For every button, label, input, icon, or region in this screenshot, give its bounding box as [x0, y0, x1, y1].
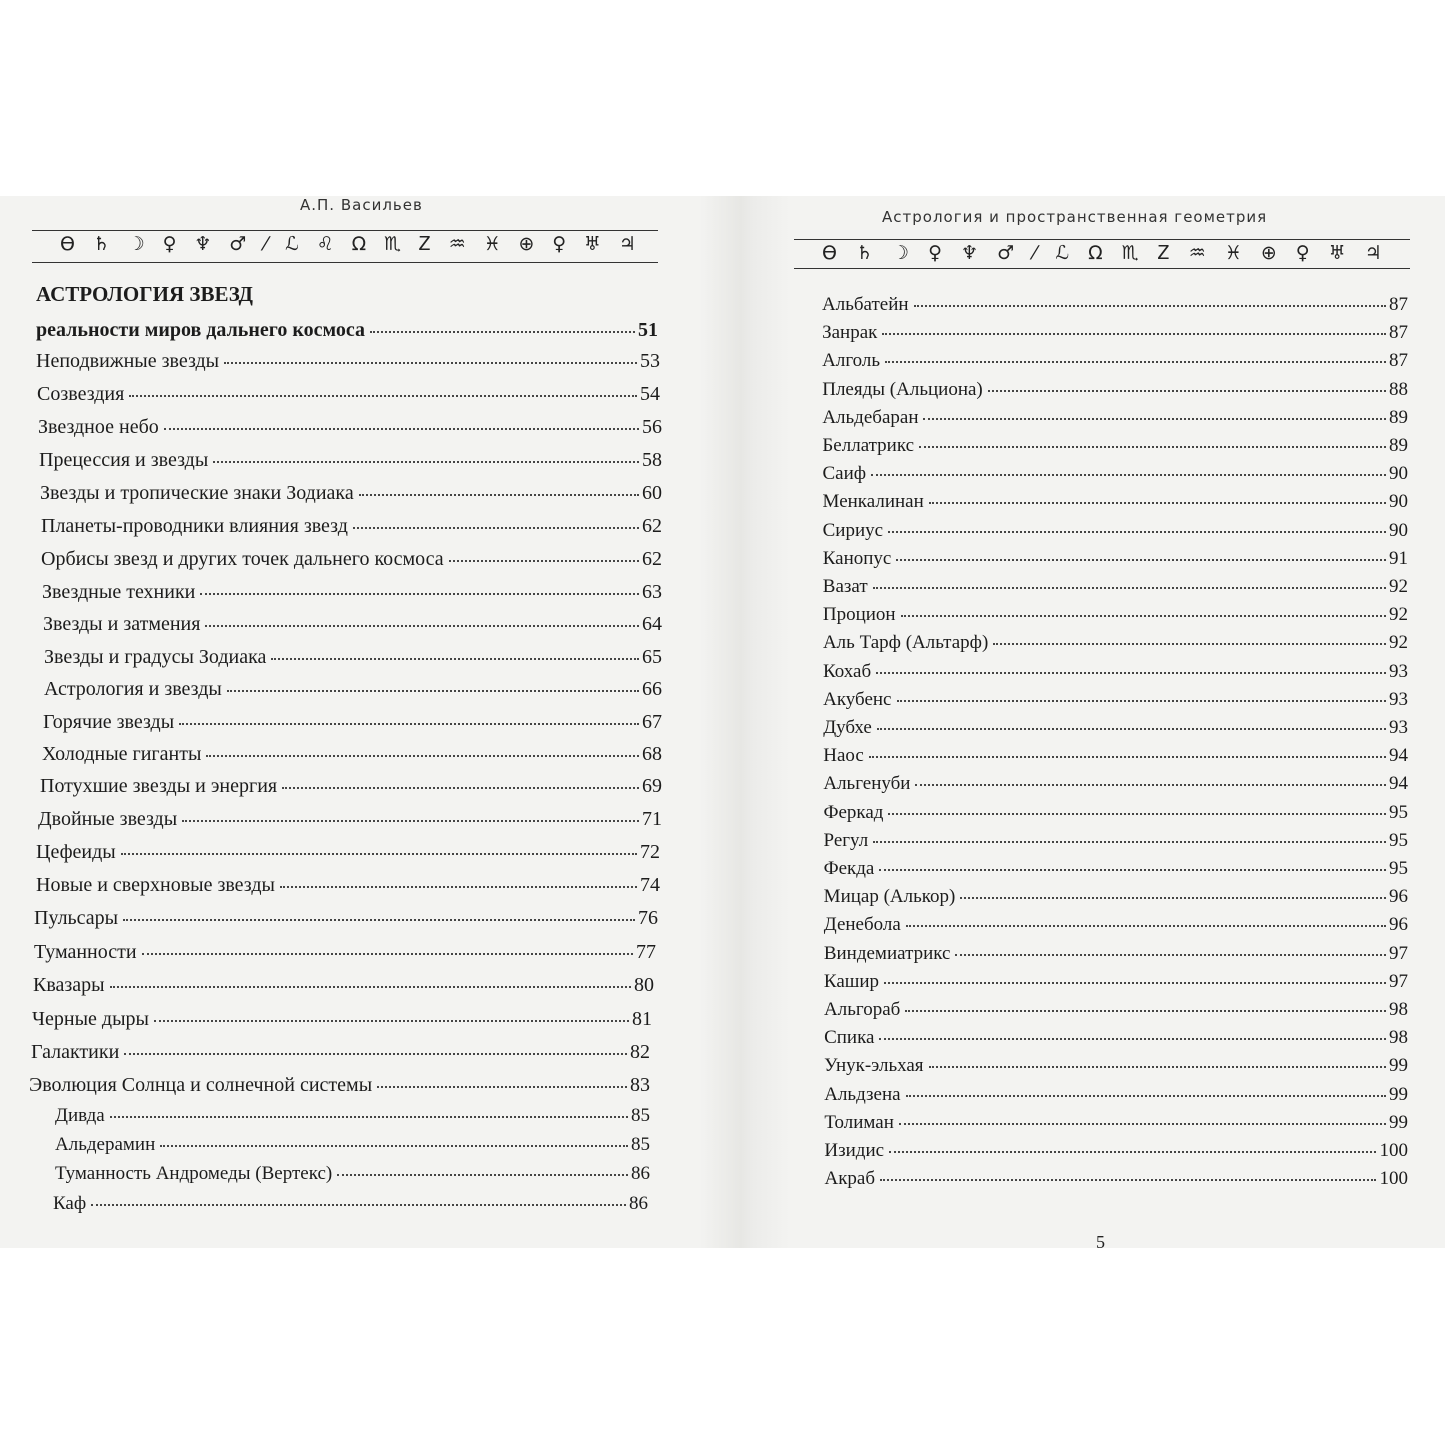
- dot-leader: [993, 642, 1386, 645]
- toc-entry: [824, 1028, 1408, 1047]
- dot-leader: [960, 896, 1386, 899]
- dot-leader: [896, 558, 1386, 561]
- toc-entry: [36, 351, 660, 371]
- toc-entry-title: Акраб: [824, 1168, 876, 1190]
- toc-entry-page-number: 87: [1388, 350, 1408, 372]
- toc-entry-title: Эволюция Солнца и солнечной системы: [29, 1074, 373, 1096]
- toc-entry-page-number: 91: [1388, 547, 1408, 569]
- toc-entry-page-number: 83: [630, 1074, 650, 1096]
- toc-entry-title: Менкалинан: [822, 491, 924, 513]
- toc-entry: [41, 516, 662, 536]
- toc-entry-page-number: 86: [631, 1163, 650, 1184]
- dot-leader: [879, 868, 1386, 871]
- toc-entry-page-number: 66: [642, 678, 662, 700]
- dot-leader: [353, 526, 639, 529]
- toc-entry-title: Кохаб: [823, 660, 872, 682]
- zodiac-glyph-icon: Ꮓ: [1157, 242, 1170, 264]
- toc-entry-title: Двойные звезды: [38, 808, 178, 830]
- toc-entry-title: Звездное небо: [38, 416, 159, 438]
- toc-entry-page-number: 63: [642, 581, 662, 603]
- toc-entry: [31, 1042, 650, 1062]
- toc-entry: [824, 831, 1408, 850]
- dot-leader: [337, 1173, 628, 1176]
- toc-entry-title: Холодные гиганты: [42, 743, 202, 765]
- toc-entry-page-number: 51: [638, 319, 658, 341]
- toc-entry-title: Плеяды (Альциона): [822, 378, 983, 400]
- dot-leader: [880, 1178, 1376, 1181]
- toc-entry-title: Альгенуби: [823, 773, 911, 795]
- dot-leader: [923, 417, 1386, 420]
- toc-entry: [824, 1141, 1408, 1160]
- zodiac-glyph-icon: ϴ: [60, 233, 75, 255]
- zodiac-glyph-icon: ♌: [316, 233, 334, 255]
- dot-leader: [888, 812, 1386, 815]
- running-head-book-title: Астрология и пространственная геометрия: [882, 208, 1268, 226]
- header-rule-bottom: [794, 268, 1410, 269]
- right-page: [790, 196, 1445, 1252]
- toc-entry-title: Неподвижные звезды: [36, 350, 220, 372]
- dot-leader: [988, 389, 1386, 392]
- zodiac-glyph-icon: ⊕: [518, 233, 535, 255]
- dot-leader: [370, 330, 635, 333]
- dot-leader: [200, 592, 639, 595]
- toc-entry-title: Саиф: [822, 463, 867, 485]
- toc-entry-title: Галактики: [31, 1041, 120, 1063]
- toc-entry: [36, 320, 658, 340]
- toc-entry-page-number: 90: [1388, 519, 1408, 541]
- toc-entry-page-number: 85: [631, 1105, 650, 1126]
- dot-leader: [121, 852, 637, 855]
- toc-entry-title: Планеты-проводники влияния звезд: [41, 515, 348, 537]
- zodiac-glyph-icon: ♃: [618, 233, 636, 255]
- toc-entry: [29, 1075, 650, 1095]
- toc-entry-title: Сириус: [822, 519, 884, 541]
- toc-entry: [823, 803, 1408, 822]
- toc-entry-title: Альбатейн: [822, 294, 909, 315]
- dot-leader: [164, 427, 639, 430]
- toc-entry-title: Виндемиатрикс: [823, 942, 951, 964]
- toc-entry-title: Акубенс: [823, 688, 892, 710]
- zodiac-glyph-icon: ♃: [1364, 242, 1382, 264]
- dot-leader: [206, 754, 639, 757]
- toc-entry: [40, 776, 662, 796]
- toc-entry: [822, 408, 1408, 427]
- book-spread: [0, 196, 1445, 1252]
- toc-entry: [822, 323, 1408, 342]
- toc-entry: [36, 842, 660, 862]
- toc-entry-title: Кашир: [823, 970, 880, 992]
- toc-entry: [822, 464, 1408, 483]
- toc-entry-title: Туманности: [34, 941, 137, 963]
- zodiac-glyph-icon: ♂: [997, 242, 1015, 264]
- toc-entry-title: Вазат: [822, 576, 868, 597]
- toc-entry-page-number: 77: [636, 941, 656, 963]
- toc-entry-title: Толиман: [824, 1111, 894, 1133]
- dot-leader: [914, 304, 1386, 307]
- toc-entry-page-number: 87: [1389, 294, 1408, 315]
- zodiac-glyph-icon: ♏: [383, 233, 402, 255]
- dot-leader: [889, 1150, 1376, 1153]
- toc-entry-page-number: 92: [1388, 632, 1408, 654]
- toc-entry-title: Беллатрикс: [822, 435, 915, 456]
- toc-entry-page-number: 90: [1388, 491, 1408, 513]
- toc-entry: [43, 712, 662, 732]
- dot-leader: [876, 671, 1386, 674]
- toc-entry: [55, 1106, 650, 1125]
- toc-entry-title: Астрология и звезды: [44, 678, 222, 700]
- toc-entry-page-number: 95: [1388, 858, 1408, 879]
- toc-entry-title: Изидис: [824, 1140, 885, 1161]
- dot-leader: [224, 361, 637, 364]
- dot-leader: [154, 1019, 629, 1022]
- toc-entry-title: Наос: [823, 745, 864, 767]
- toc-entry-title: Спика: [824, 1027, 875, 1049]
- zodiac-glyph-icon: ♆: [961, 242, 979, 264]
- zodiac-glyph-icon: ☽: [892, 242, 910, 264]
- zodiac-glyph-icon: ℒ: [285, 233, 299, 255]
- zodiac-glyph-icon: ♓: [483, 233, 501, 255]
- toc-entry: [41, 549, 662, 569]
- toc-entry-title: Новые и сверхновые звезды: [36, 874, 275, 896]
- toc-entry: [40, 483, 662, 503]
- dot-leader: [142, 952, 633, 955]
- toc-entry-page-number: 90: [1388, 463, 1408, 485]
- zodiac-glyph-icon: ☽: [127, 233, 145, 255]
- toc-entry-page-number: 87: [1388, 322, 1408, 344]
- zodiac-glyph-icon: Ω: [1088, 242, 1103, 264]
- dot-leader: [899, 1122, 1386, 1125]
- toc-entry-title: Дубхе: [823, 717, 872, 738]
- toc-entry-page-number: 92: [1388, 576, 1408, 597]
- toc-entry: [823, 690, 1408, 709]
- zodiac-glyph-icon: ⁄: [1033, 242, 1037, 264]
- dot-leader: [906, 1094, 1386, 1097]
- toc-entry-title: Звезды и тропические знаки Зодиака: [40, 482, 354, 504]
- toc-entry-title: Альдебаран: [822, 406, 919, 428]
- toc-entry: [822, 295, 1408, 314]
- toc-entry: [823, 549, 1408, 568]
- toc-entry: [822, 380, 1408, 399]
- toc-entry-page-number: 97: [1388, 942, 1408, 964]
- toc-entry-page-number: 62: [642, 515, 662, 537]
- toc-entry: [33, 975, 654, 995]
- toc-entry-page-number: 97: [1388, 970, 1408, 992]
- toc-entry-title: Дивда: [55, 1105, 105, 1126]
- dot-leader: [919, 445, 1386, 448]
- left-page: [0, 196, 700, 1248]
- toc-entry: [824, 1113, 1408, 1132]
- zodiac-glyph-icon: ⊕: [1260, 242, 1277, 264]
- toc-entry: [38, 417, 662, 437]
- zodiac-glyph-icon: ♀: [552, 233, 567, 255]
- toc-entry-title: Звездные техники: [42, 581, 196, 603]
- toc-entry-page-number: 80: [634, 974, 654, 996]
- toc-entry-page-number: 65: [642, 646, 662, 668]
- toc-entry-page-number: 54: [640, 383, 660, 405]
- dot-leader: [359, 493, 639, 496]
- zodiac-glyph-icon: ♀: [928, 242, 943, 264]
- zodiac-glyph-icon: ℒ: [1055, 242, 1070, 264]
- toc-entry-page-number: 99: [1388, 1083, 1408, 1105]
- toc-entry: [37, 384, 660, 404]
- toc-entry-page-number: 92: [1388, 604, 1408, 626]
- zodiac-glyph-icon: ♂: [229, 233, 247, 255]
- dot-leader: [110, 1115, 628, 1118]
- toc-entry-page-number: 95: [1388, 801, 1408, 823]
- dot-leader: [884, 981, 1386, 984]
- dot-leader: [955, 953, 1386, 956]
- zodiac-symbol-row: [60, 233, 636, 255]
- zodiac-glyph-icon: ♅: [1328, 242, 1346, 264]
- dot-leader: [897, 699, 1386, 702]
- dot-leader: [179, 722, 639, 725]
- toc-entry-title: Прецессия и звезды: [39, 449, 209, 471]
- dot-leader: [123, 918, 635, 921]
- book-gutter: [700, 196, 790, 1248]
- toc-entry-title: Горячие звезды: [43, 711, 175, 733]
- zodiac-glyph-icon: Ω: [351, 233, 367, 255]
- toc-entry: [55, 1135, 650, 1154]
- toc-entry-page-number: 71: [642, 808, 662, 830]
- toc-entry: [34, 908, 658, 928]
- toc-entry-title: Черные дыры: [32, 1008, 149, 1030]
- toc-entry-title: Цефеиды: [36, 841, 116, 863]
- header-rule-top: [794, 239, 1410, 240]
- toc-entry: [822, 436, 1408, 455]
- toc-entry-page-number: 96: [1388, 914, 1408, 936]
- toc-entry-page-number: 96: [1388, 886, 1408, 908]
- toc-entry: [38, 809, 662, 829]
- dot-leader: [905, 1009, 1386, 1012]
- toc-entry-page-number: 93: [1388, 660, 1408, 682]
- toc-entry-title: Унук-эльхая: [824, 1055, 924, 1077]
- toc-entry-page-number: 74: [640, 874, 660, 896]
- toc-entry-page-number: 98: [1389, 999, 1408, 1020]
- zodiac-glyph-icon: ♒: [1188, 242, 1206, 264]
- dot-leader: [873, 586, 1386, 589]
- toc-entry-page-number: 93: [1388, 688, 1408, 710]
- toc-entry: [44, 647, 662, 667]
- zodiac-glyph-icon: ♅: [584, 233, 602, 255]
- toc-entry: [53, 1194, 648, 1213]
- toc-entry-title: Аль Тарф (Альтарф): [822, 632, 989, 654]
- dot-leader: [877, 727, 1386, 730]
- toc-entry-page-number: 93: [1388, 717, 1408, 738]
- toc-entry: [823, 633, 1408, 652]
- toc-entry-title: Денебола: [823, 914, 901, 936]
- dot-leader: [873, 840, 1386, 843]
- dot-leader: [929, 501, 1386, 504]
- dot-leader: [377, 1085, 627, 1088]
- toc-entry-page-number: 58: [642, 449, 662, 471]
- dot-leader: [915, 783, 1386, 786]
- toc-entry-page-number: 60: [642, 482, 662, 504]
- toc-entry-page-number: 88: [1388, 378, 1408, 400]
- toc-entry-page-number: 69: [642, 775, 662, 797]
- toc-entry-title: реальности миров дальнего космоса: [36, 319, 365, 341]
- toc-entry: [36, 875, 660, 895]
- toc-entry-title: Орбисы звезд и других точек дальнего космоса: [41, 548, 444, 570]
- toc-entry-title: Каф: [53, 1193, 87, 1214]
- toc-entry-page-number: 94: [1388, 773, 1408, 795]
- dot-leader: [205, 624, 639, 627]
- dot-leader: [906, 924, 1386, 927]
- toc-entry: [824, 915, 1408, 934]
- dot-leader: [449, 559, 639, 562]
- dot-leader: [213, 460, 639, 463]
- toc-entry-page-number: 100: [1379, 1140, 1408, 1161]
- zodiac-glyph-icon: ♄: [92, 233, 110, 255]
- toc-entry: [823, 605, 1408, 624]
- zodiac-symbol-row: [822, 242, 1382, 264]
- toc-entry: [824, 944, 1408, 963]
- toc-entry-title: Созвездия: [37, 383, 125, 405]
- toc-entry-page-number: 53: [640, 350, 660, 372]
- toc-entry: [39, 450, 662, 470]
- toc-entry: [823, 774, 1408, 793]
- toc-entry-page-number: 62: [642, 548, 662, 570]
- toc-entry: [824, 972, 1408, 991]
- header-rule-bottom: [32, 262, 658, 263]
- zodiac-glyph-icon: ♓: [1224, 242, 1242, 264]
- toc-entry-page-number: 99: [1388, 1111, 1408, 1133]
- toc-entry-page-number: 67: [642, 711, 662, 733]
- header-rule-top: [32, 230, 658, 231]
- toc-entry-page-number: 98: [1388, 1027, 1408, 1049]
- dot-leader: [871, 473, 1386, 476]
- toc-entry-title: Звезды и затмения: [43, 613, 201, 635]
- dot-leader: [879, 1037, 1386, 1040]
- dot-leader: [929, 1065, 1386, 1068]
- section-title: АСТРОЛОГИЯ ЗВЕЗД: [36, 282, 253, 306]
- toc-entry: [824, 1169, 1408, 1188]
- toc-entry: [823, 577, 1408, 596]
- zodiac-glyph-icon: ♀: [1295, 242, 1310, 264]
- toc-entry: [43, 614, 662, 634]
- toc-entry: [824, 1000, 1408, 1019]
- toc-entry: [823, 718, 1408, 737]
- toc-entry-page-number: 85: [631, 1134, 650, 1155]
- dot-leader: [110, 985, 631, 988]
- toc-entry-title: Регул: [823, 829, 869, 851]
- toc-entry-page-number: 81: [632, 1008, 652, 1030]
- toc-entry: [822, 351, 1408, 370]
- zodiac-glyph-icon: ♆: [194, 233, 212, 255]
- toc-entry-title: Мицар (Алькор): [823, 886, 956, 908]
- dot-leader: [885, 360, 1386, 363]
- toc-entry-title: Фекда: [823, 858, 875, 879]
- toc-entry-title: Туманность Андромеды (Вертекс): [55, 1163, 333, 1184]
- toc-entry-page-number: 64: [642, 613, 662, 635]
- toc-entry: [32, 1009, 652, 1029]
- dot-leader: [271, 657, 639, 660]
- toc-entry-page-number: 68: [642, 743, 662, 765]
- toc-entry-title: Занрак: [822, 322, 878, 344]
- toc-entry: [34, 942, 656, 962]
- toc-entry: [824, 859, 1408, 878]
- zodiac-glyph-icon: ϴ: [822, 242, 837, 264]
- dot-leader: [888, 530, 1386, 533]
- toc-entry-title: Канопус: [822, 547, 892, 569]
- dot-leader: [182, 819, 639, 822]
- toc-entry: [823, 492, 1408, 511]
- toc-entry-title: Альдерамин: [55, 1134, 156, 1155]
- toc-entry-page-number: 89: [1388, 406, 1408, 428]
- toc-entry: [823, 746, 1408, 765]
- toc-entry-title: Потухшие звезды и энергия: [40, 775, 278, 797]
- toc-entry: [824, 1085, 1408, 1104]
- toc-entry: [824, 887, 1408, 906]
- toc-entry-page-number: 76: [638, 907, 658, 929]
- toc-entry: [823, 662, 1408, 681]
- toc-entry: [44, 679, 662, 699]
- zodiac-glyph-icon: ♀: [162, 233, 177, 255]
- toc-entry-page-number: 86: [629, 1193, 648, 1214]
- toc-entry-page-number: 99: [1388, 1055, 1408, 1077]
- dot-leader: [124, 1052, 627, 1055]
- zodiac-glyph-icon: ♄: [855, 242, 874, 264]
- dot-leader: [129, 394, 637, 397]
- toc-entry-page-number: 94: [1388, 745, 1408, 767]
- toc-entry-page-number: 89: [1388, 435, 1408, 456]
- dot-leader: [901, 614, 1386, 617]
- toc-entry: [42, 582, 662, 602]
- toc-entry-page-number: 56: [642, 416, 662, 438]
- dot-leader: [869, 755, 1386, 758]
- dot-leader: [280, 885, 637, 888]
- toc-entry-page-number: 95: [1388, 829, 1408, 851]
- dot-leader: [227, 689, 639, 692]
- toc-entry-title: Звезды и градусы Зодиака: [44, 646, 267, 668]
- page-number: 5: [1096, 1232, 1105, 1252]
- toc-entry-title: Альдзена: [824, 1083, 901, 1105]
- toc-entry-title: Алголь: [822, 350, 881, 372]
- toc-entry: [824, 1056, 1408, 1075]
- zodiac-glyph-icon: Ꮓ: [418, 233, 431, 255]
- dot-leader: [91, 1203, 626, 1206]
- toc-entry-page-number: 100: [1379, 1168, 1408, 1190]
- toc-entry-title: Пульсары: [34, 907, 119, 929]
- zodiac-glyph-icon: ♏: [1121, 242, 1139, 264]
- toc-entry-title: Процион: [822, 604, 896, 626]
- running-head-author: А.П. Васильев: [300, 196, 423, 214]
- dot-leader: [882, 332, 1386, 335]
- zodiac-glyph-icon: ♒: [448, 233, 466, 255]
- toc-entry-page-number: 72: [640, 841, 660, 863]
- toc-entry-title: Альгораб: [824, 999, 901, 1020]
- toc-entry: [823, 521, 1408, 540]
- dot-leader: [160, 1144, 628, 1147]
- toc-entry-page-number: 82: [630, 1041, 650, 1063]
- toc-entry: [55, 1164, 650, 1183]
- toc-entry: [42, 744, 662, 764]
- zodiac-glyph-icon: ⁄: [264, 233, 268, 255]
- toc-entry-title: Феркад: [823, 801, 884, 823]
- toc-entry-title: Квазары: [33, 974, 105, 996]
- dot-leader: [282, 786, 639, 789]
